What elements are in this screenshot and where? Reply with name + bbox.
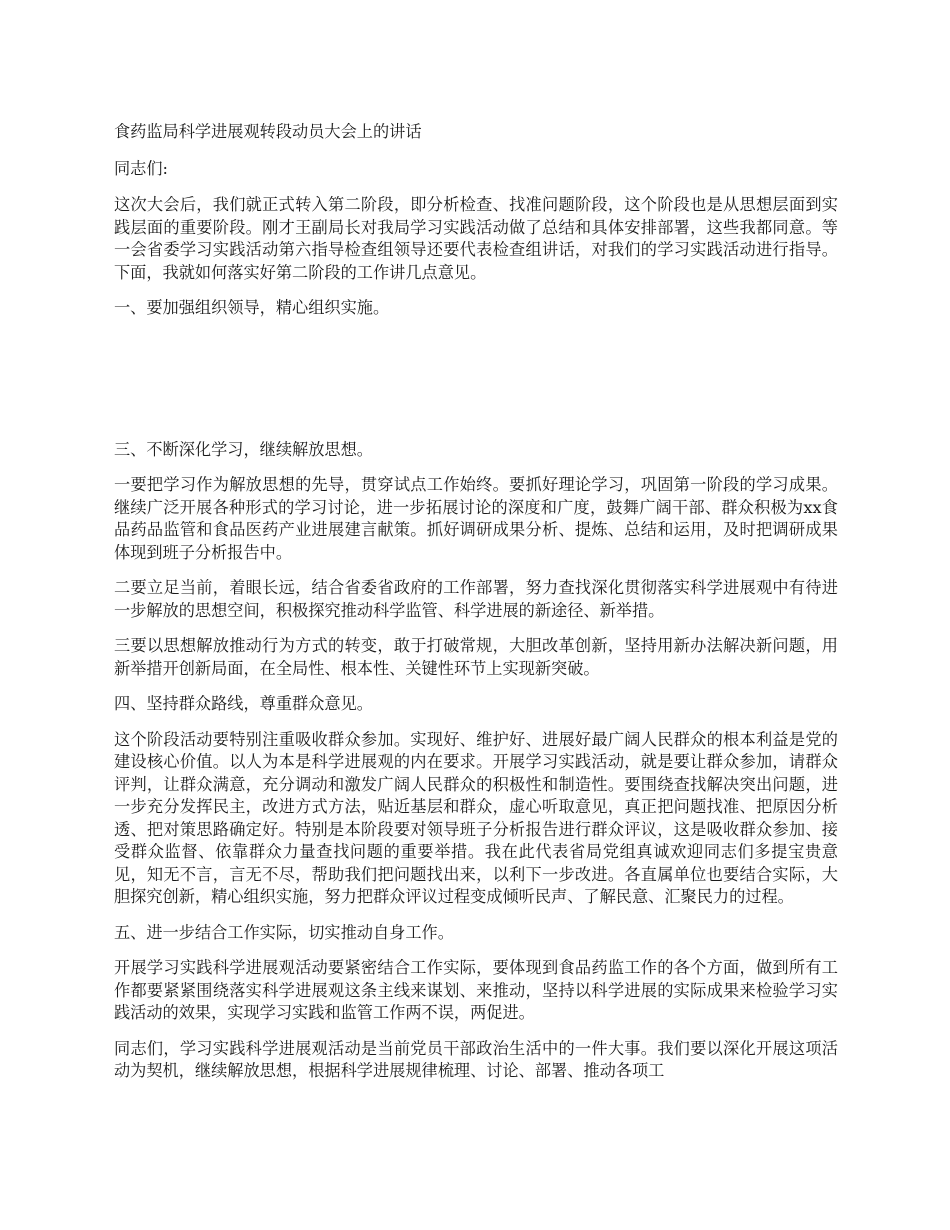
paragraph: 同志们，学习实践科学进展观活动是当前党员干部政治生活中的一件大事。我们要以深化开展这项活动为契机，继续解放思想，根据科学进展规律梳理、讨论、部署、推动各项工	[114, 1038, 838, 1080]
section-heading: 四、坚持群众路线，尊重群众意见。	[114, 694, 373, 713]
blank-space	[114, 333, 838, 439]
document-body	[114, 121, 838, 1096]
paragraph: 开展学习实践科学进展观活动要紧密结合工作实际，要体现到食品药监工作的各个方面，做到所有工作都要紧紧围绕落实科学进展观这条主线来谋划、来推动，坚持以科学进展的实际成果来检验学习实践活动的效果，实现学习实践和监管工作两不误，两促进。	[114, 958, 838, 1022]
section-heading: 五、进一步结合工作实际，切实推动自身工作。	[114, 922, 454, 942]
paragraph: 这个阶段活动要特别注重吸收群众参加。实现好、维护好、进展好最广阔人民群众的根本利益是党的建设核心价值。以人为本是科学进展观的内在要求。开展学习实践活动，就是要让群众参加，请群众评判，让群众满意，充分调动和激发广阔人民群众的积极性和制造性。要围绕查找解决突出问题，进一步充分发挥民主，改进方式方法，贴近基层和群众，虚心听取意见，真正把问题找准、把原因分析透、把对策思路确定好。特别是本阶段要对领导班子分析报告进行群众评议，这是吸收群众参加、接受群众监督、依靠群众力量查找问题的重要举措。我在此代表省局党组真诚欢迎同志们多提宝贵意见，知无不言，言无不尽，帮助我们把问题找出来，以利下一步改进。各直属单位也要结合实际，大胆探究创新，精心组织实施，努力把群众评议过程变成倾听民声、了解民意、汇聚民力的过程。	[114, 729, 838, 906]
section-heading: 一、要加强组织领导，精心组织实施。	[114, 298, 390, 317]
paragraph: 一要把学习作为解放思想的先导，贯穿试点工作始终。要抓好理论学习，巩固第一阶段的学习成果。继续广泛开展各种形式的学习讨论，进一步拓展讨论的深度和广度，鼓舞广阔干部、群众积极为xx食品药品监管和食品医药产业进展建言献策。抓好调研成果分析、提炼、总结和运用，及时把调研成果体现到班子分析报告中。	[114, 475, 838, 562]
paragraph: 三要以思想解放推动行为方式的转变，敢于打破常规，大胆改革创新，坚持用新办法解决新问题，用新举措开创新局面，在全局性、根本性、关键性环节上实现新突破。	[114, 636, 838, 678]
paragraph: 二要立足当前，着眼长远，结合省委省政府的工作部署，努力查找深化贯彻落实科学进展观中有待进一步解放的思想空间，积极探究推动科学监管、科学进展的新途径、新举措。	[114, 578, 838, 620]
section-heading: 三、不断深化学习，继续解放思想。	[114, 439, 373, 459]
greeting: 同志们:	[114, 158, 169, 178]
document-title: 食药监局科学进展观转段动员大会上的讲话	[114, 122, 422, 141]
paragraph: 这次大会后，我们就正式转入第二阶段，即分析检查、找准问题阶段，这个阶段也是从思想层面到实践层面的重要阶段。刚才王副局长对我局学习实践活动做了总结和具体安排部署，这些我都同意。等一会省委学习实践活动第六指导检查组领导还要代表检查组讲话，对我们的学习实践活动进行指导。下面，我就如何落实好第二阶段的工作讲几点意见。	[114, 195, 838, 282]
